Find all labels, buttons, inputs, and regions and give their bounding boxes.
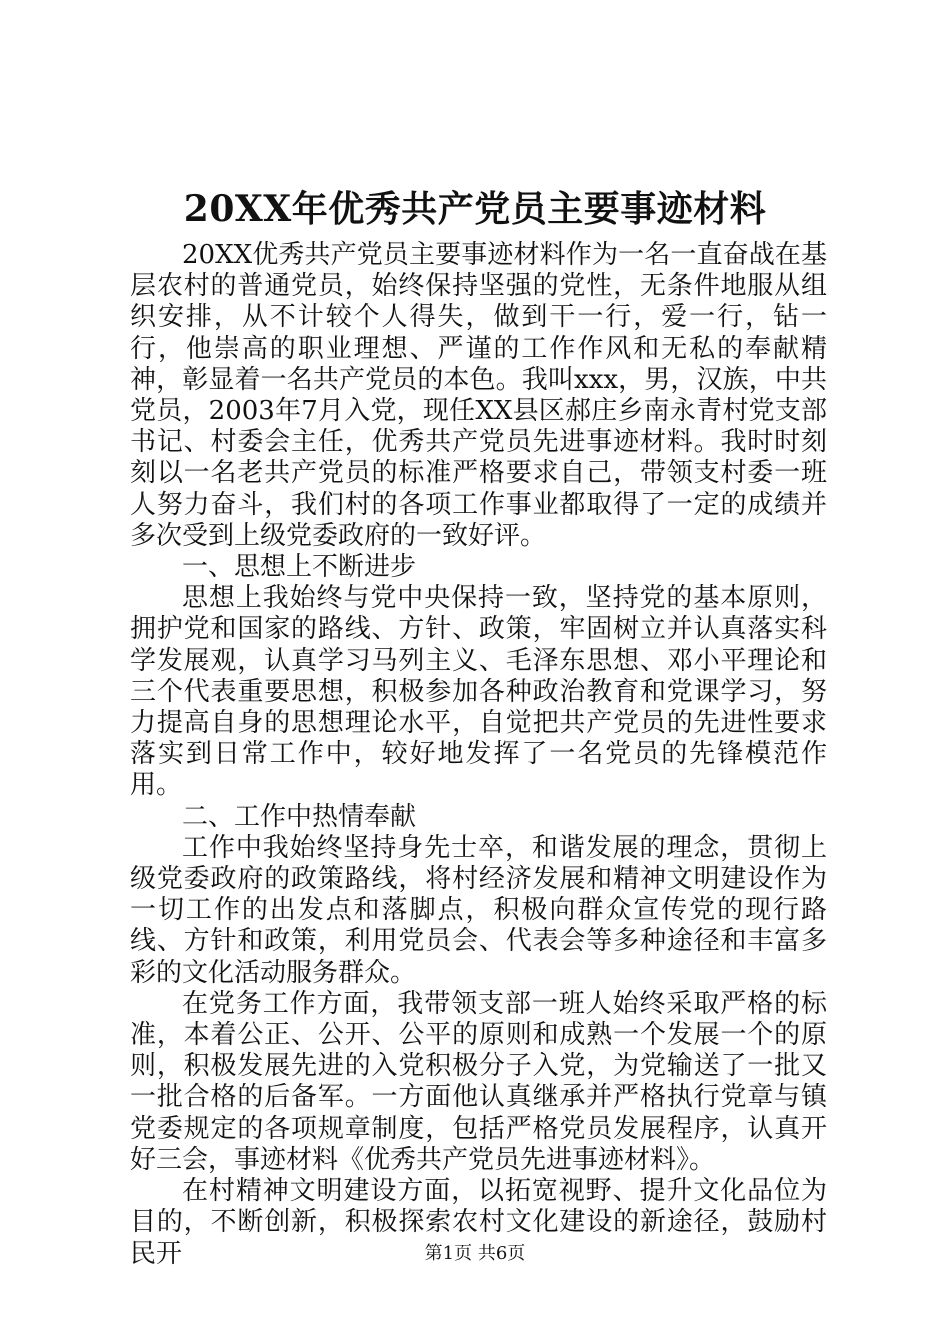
page-footer: 第1页 共6页 bbox=[424, 1243, 526, 1264]
paragraph-thought: 思想上我始终与党中央保持一致，坚持党的基本原则，拥护党和国家的路线、方针、政策，牢固树立并认真落实科学发展观，认真学习马列主义、毛泽东思想、邓小平理论和三个代表重要思想，积极参加各种政治教育和党课学习，努力提高自身的思想理论水平，自觉把共产党员的先进性要求落实到日常工作中，较好地发挥了一名党员的先锋模范作用。 bbox=[130, 583, 827, 801]
paragraph-party-affairs: 在党务工作方面，我带领支部一班人始终采取严格的标准，本着公正、公开、公平的原则和成熟一个发展一个的原则，积极发展先进的入党积极分子入党，为党输送了一批又一批合格的后备军。一方面他认真继承并严格执行党章与镇党委规定的各项规章制度，包括严格党员发展程序，认真开好三会，事迹材料《优秀共产党员先进事迹材料》。 bbox=[130, 988, 827, 1175]
paragraph-civilization: 在村精神文明建设方面，以拓宽视野、提升文化品位为目的，不断创新，积极探索农村文化建设的新途径，鼓励村民开 bbox=[130, 1176, 827, 1269]
paragraph-intro: 20XX优秀共产党员主要事迹材料作为一名一直奋战在基层农村的普通党员，始终保持坚强的党性，无条件地服从组织安排，从不计较个人得失，做到干一行，爱一行，钻一行，他崇高的职业理想、严谨的工作作风和无私的奉献精神，彰显着一名共产党员的本色。我叫xxx，男，汉族，中共党员，2003年7月入党，现任XX县区郝庄乡南永青村党支部书记、村委会主任，优秀共产党员先进事迹材料。我时时刻刻以一名老共产党员的标准严格要求自己，带领支村委一班人努力奋斗，我们村的各项工作事业都取得了一定的成绩并多次受到上级党委政府的一致好评。 bbox=[130, 240, 827, 551]
paragraph-work: 工作中我始终坚持身先士卒，和谐发展的理念，贯彻上级党委政府的政策路线，将村经济发展和精神文明建设作为一切工作的出发点和落脚点，积极向群众宣传党的现行路线、方针和政策，利用党员会、代表会等多种途径和丰富多彩的文化活动服务群众。 bbox=[130, 832, 827, 988]
document-title: 20XX年优秀共产党员主要事迹材料 bbox=[183, 188, 767, 230]
section-heading-thought: 一、思想上不断进步 bbox=[182, 552, 417, 583]
section-heading-work: 二、工作中热情奉献 bbox=[182, 801, 417, 832]
document-body bbox=[130, 240, 827, 1270]
